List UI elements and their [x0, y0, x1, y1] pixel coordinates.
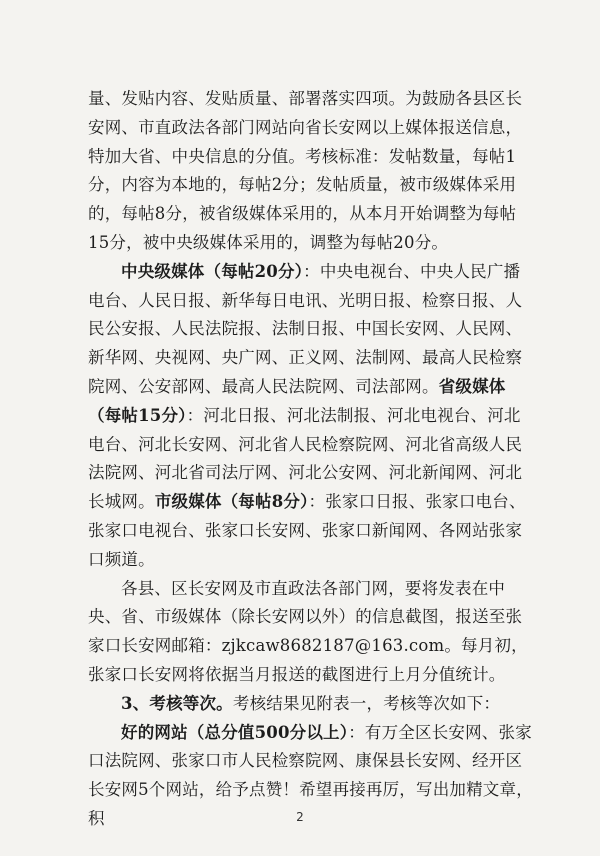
page-number: 2 [296, 810, 304, 824]
central-media-heading: 中央级媒体（每帖20分） [121, 261, 304, 281]
paragraph-assessment-grades [88, 690, 536, 719]
good-websites-heading: 好的网站（总分值500分以上） [121, 722, 349, 742]
good-websites-list: ：有万全区长安网、张家口法院网、张家口市人民检察院网、康保县长安网、经开区长安网5个网站，给予点赞！希望再接再厉，写出加精文章，积 [88, 722, 533, 828]
paragraph-media-tiers [88, 258, 536, 575]
city-media-heading: 市级媒体（每帖8分） [154, 492, 309, 512]
provincial-media-heading: 省级媒体（每帖15分） [88, 376, 506, 425]
city-media-list: ：张家口日报、张家口电台、张家口电视台、张家口长安网、张家口新闻网、各网站张家口频道。 [88, 492, 526, 569]
central-media-list: ：中央电视台、中央人民广播电台、人民日报、新华每日电讯、光明日报、检察日报、人民公安报、人民法院报、法制日报、中国长安网、人民网、新华网、央视网、央广网、正义网、法制网、最高人民检察院网、公安部网、最高人民法院网、司法部网。 [88, 261, 523, 396]
document-body [88, 85, 536, 834]
provincial-media-list: ：河北日报、河北法制报、河北电视台、河北电台、河北长安网、河北省人民检察院网、河北省高级人民法院网、河北省司法厅网、河北公安网、河北新闻网、河北长城网。 [88, 405, 523, 512]
paragraph-screenshot-submission: 各县、区长安网及市直政法各部门网，要将发表在中央、省、市级媒体（除长安网以外）的信息截图，报送至张家口长安网邮箱：zjkcaw8682187@163.com。每月初，张家口长安网将依据当月报送的截图进行上月分值统计。 [88, 578, 528, 684]
paragraph-assessment-items: 量、发贴内容、发贴质量、部署落实四项。为鼓励各县区长安网、市直政法各部门网站向省长安网以上媒体报送信息，特加大省、中央信息的分值。考核标准：发帖数量，每帖1分，内容为本地的，每帖2分；发帖质量，被市级媒体采用的，每帖8分，被省级媒体采用的，从本月开始调整为每帖15分，被中央级媒体采用的，调整为每帖20分。 [88, 89, 523, 252]
grades-intro: 考核结果见附表一，考核等次如下： [232, 693, 501, 713]
grades-heading: 3、考核等次。 [121, 693, 233, 713]
